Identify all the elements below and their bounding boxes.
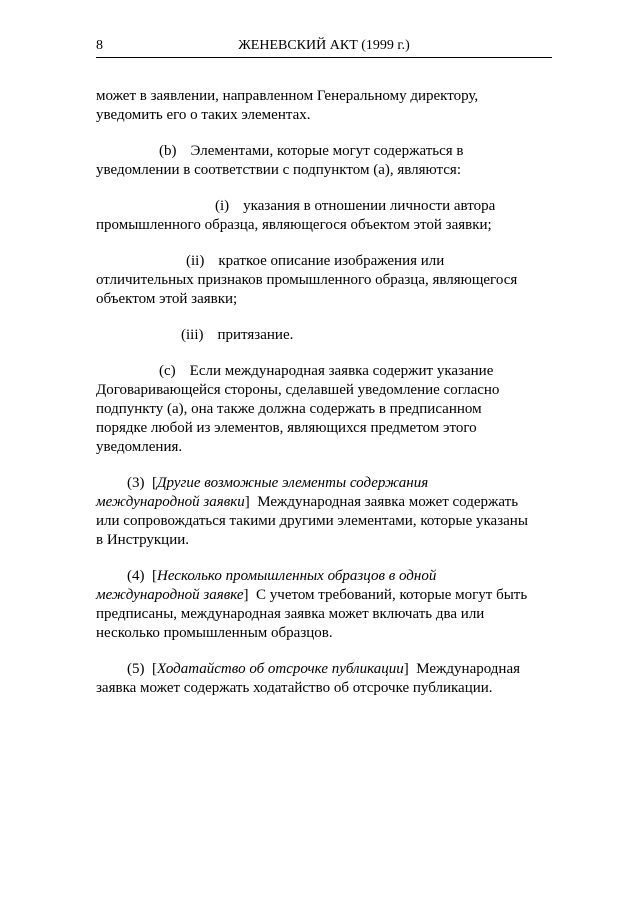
paragraph-number: (4) <box>127 568 145 584</box>
text-line: уведомить его о таких элементах. <box>96 107 311 123</box>
paragraph-text: Международная заявка может содержать <box>257 494 519 510</box>
text-line: Договаривающейся стороны, сделавшей уведомление согласно <box>96 382 500 398</box>
text-line: отличительных признаков промышленного образца, являющегося <box>96 272 518 288</box>
text-line: международной заявки] Международная заявка может содержать <box>96 494 519 510</box>
text-line: уведомления. <box>96 439 183 455</box>
text-line: (3) [Другие возможные элементы содержания <box>127 475 429 491</box>
paragraph-number: (3) <box>127 475 145 491</box>
text-line: международной заявке] С учетом требований, которые могут быть <box>96 587 528 603</box>
text-line: (4) [Несколько промышленных образцов в одной <box>127 568 437 584</box>
document-body <box>96 87 552 715</box>
text-line: порядке любой из элементов, являющихся предметом этого <box>96 420 477 436</box>
text-line: (5) [Ходатайство об отсрочке публикации] Международная <box>127 661 521 677</box>
text-line <box>96 252 552 271</box>
text-line: уведомлении в соответствии с подпунктом (a), являются: <box>96 162 461 178</box>
paragraph-5 <box>96 660 552 698</box>
item-label: (b) <box>159 143 177 159</box>
item-label: (ii) <box>186 253 205 269</box>
item-label: (i) <box>215 198 230 214</box>
text-line: заявка может содержать ходатайство об отсрочке публикации. <box>96 680 493 696</box>
item-ii <box>96 252 552 309</box>
paragraph-title: Несколько промышленных образцов в одной <box>157 568 437 584</box>
text-line <box>96 197 552 216</box>
item-text: краткое описание изображения или <box>218 253 445 269</box>
paragraph-text: С учетом требований, которые могут быть <box>256 587 528 603</box>
text-line: несколько промышленным образцов. <box>96 625 333 641</box>
paragraph-3 <box>96 474 552 550</box>
page-number: 8 <box>96 38 103 53</box>
text-line: объектом этой заявки; <box>96 291 238 307</box>
text-line: промышленного образца, являющегося объектом этой заявки; <box>96 217 492 233</box>
subparagraph-c <box>96 362 552 457</box>
paragraph-title: Другие возможные элементы содержания <box>157 475 429 491</box>
text-line: предписаны, международная заявка может включать два или <box>96 606 485 622</box>
item-text: притязание. <box>217 327 294 343</box>
paragraph-title-cont: международной заявки <box>96 494 245 510</box>
item-label: (c) <box>159 363 176 379</box>
text-line <box>96 326 552 345</box>
item-iii <box>96 326 552 345</box>
page-header <box>96 38 552 58</box>
item-text: Если международная заявка содержит указание <box>189 363 494 379</box>
text-line <box>96 142 552 161</box>
text-line: подпункту (a), она также должна содержать в предписанном <box>96 401 482 417</box>
item-i <box>96 197 552 235</box>
subparagraph-b <box>96 142 552 180</box>
paragraph-4 <box>96 567 552 643</box>
paragraph-intro <box>96 87 552 125</box>
item-text: Элементами, которые могут содержаться в <box>190 143 464 159</box>
paragraph-number: (5) <box>127 661 145 677</box>
paragraph-text: Международная <box>416 661 521 677</box>
item-label: (iii) <box>181 327 204 343</box>
paragraph-title-cont: международной заявке <box>96 587 244 603</box>
running-title: ЖЕНЕВСКИЙ АКТ (1999 г.) <box>238 38 410 53</box>
paragraph-title: Ходатайство об отсрочке публикации <box>157 661 404 677</box>
text-line <box>96 362 552 381</box>
text-line: или сопровождаться такими другими элементами, которые указаны <box>96 513 528 529</box>
item-text: указания в отношении личности автора <box>243 198 496 214</box>
text-line: в Инструкции. <box>96 532 190 548</box>
text-line: может в заявлении, направленном Генеральному директору, <box>96 88 479 104</box>
